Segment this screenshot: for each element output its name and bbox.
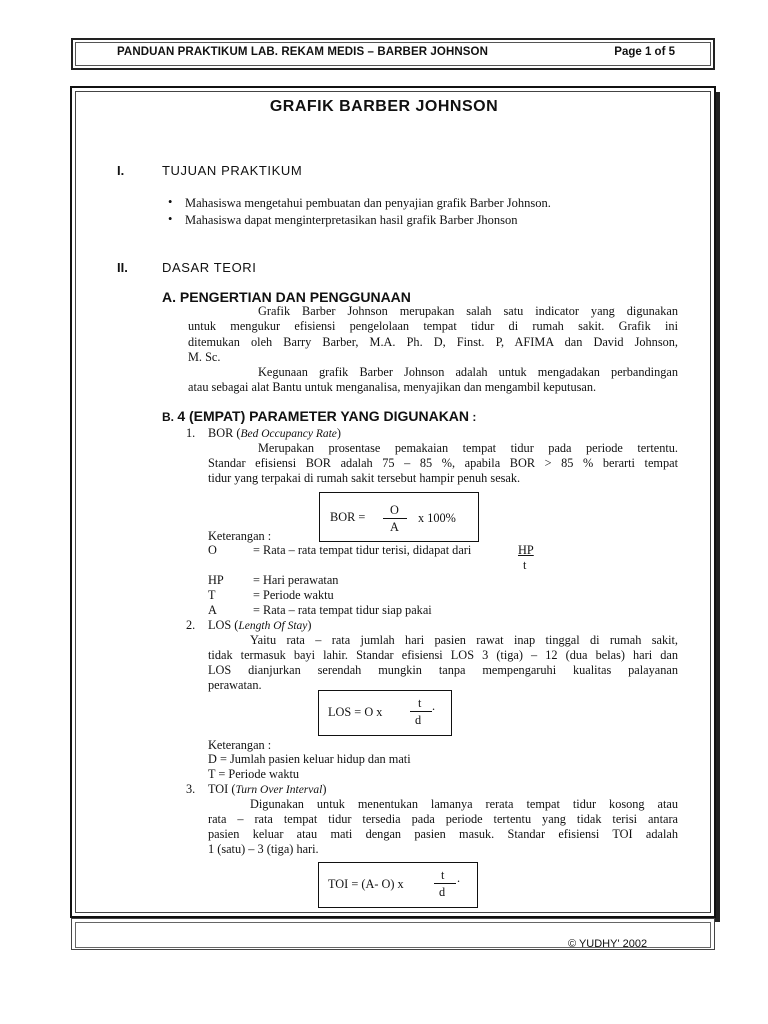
formula-left: BOR = [330, 510, 366, 524]
subsection-b-title: 4 (EMPAT) PARAMETER YANG DIGUNAKAN [177, 408, 470, 424]
toi-name: TOI ( [208, 782, 236, 796]
paragraph-line: Yaitu rata – rata jumlah hari pasien rawat inap tinggal di rumah sakit, [250, 633, 678, 647]
item-number: 2. [186, 618, 196, 632]
legend-fraction-denominator: t [523, 558, 527, 572]
subsection-b-heading [162, 408, 476, 426]
legend-heading: Keterangan : [208, 529, 272, 543]
subsection-a-heading: A. PENGERTIAN DAN PENGGUNAAN [162, 289, 411, 305]
formula-numerator: t [418, 696, 422, 710]
subsection-b-colon: : [469, 410, 477, 424]
paragraph-line: Standar efisiensi BOR adalah 75 – 85 %, apabila BOR > 85 % berarti tempat [208, 456, 678, 470]
section-2-title: DASAR TEORI [162, 260, 257, 275]
header-title: PANDUAN PRAKTIKUM LAB. REKAM MEDIS – BARBER JOHNSON [117, 46, 488, 58]
paragraph-line: untuk mengukur efisiensi pengelolaan tempat tidur di rumah sakit. Grafik ini [188, 319, 678, 333]
legend-key: T [208, 588, 216, 602]
paragraph-line: 1 (satu) – 3 (tiga) hari. [208, 842, 319, 856]
los-heading [208, 618, 312, 633]
formula-left: TOI = (A- O) x [328, 877, 404, 891]
copyright: © YUDHY' 2002 [568, 938, 648, 950]
legend-key: HP [208, 573, 224, 587]
bullet-icon: • [168, 195, 173, 209]
bor-name-close: ) [336, 426, 342, 440]
formula-numerator: O [390, 503, 399, 517]
formula-denominator: d [415, 713, 422, 727]
los-name-italic: Length Of Stay [238, 620, 308, 632]
paragraph-line: pasien keluar atau mati dengan pasien masuk. Standar efisiensi TOI adalah [208, 827, 678, 841]
paragraph-line: Kegunaan grafik Barber Johnson adalah untuk mengadakan perbandingan [258, 365, 678, 379]
paragraph-line: Merupakan prosentase pemakaian tempat tidur pada periode tertentu. [258, 441, 678, 455]
paragraph-line: perawatan. [208, 678, 262, 692]
legend-value: = Rata – rata tempat tidur terisi, didapat dari [253, 543, 472, 557]
section-1-number: I. [117, 163, 125, 178]
formula-denominator: d [439, 885, 446, 899]
legend-line: T = Periode waktu [208, 767, 300, 781]
bor-name-italic: Bed Occupancy Rate [240, 428, 337, 440]
paragraph-line: tidur yang terpakai di rumah sakit tersebut hampir penuh sesak. [208, 471, 521, 485]
item-number: 1. [186, 426, 196, 440]
paragraph-line: atau sebagai alat Bantu untuk menganalisa, menyajikan dan mengambil keputusan. [188, 380, 597, 394]
paragraph-line: Grafik Barber Johnson merupakan salah satu indicator yang digunakan [258, 304, 678, 318]
legend-value: = Periode waktu [253, 588, 334, 602]
fraction-bar [383, 518, 407, 519]
bullet-item: Mahasiswa dapat menginterpretasikan hasil grafik Barber Jhonson [185, 213, 518, 227]
paragraph-line: tidak termasuk bayi lahir. Standar efisiensi LOS 3 (tiga) – 12 (dua belas) hari dan [208, 648, 678, 662]
formula-left: LOS = O x [328, 705, 383, 719]
subsection-b-letter: B. [162, 410, 178, 424]
bor-heading [208, 426, 341, 441]
legend-fraction-numerator: HP [518, 543, 534, 557]
legend-value: = Hari perawatan [253, 573, 339, 587]
fraction-bar [434, 883, 456, 884]
legend-heading: Keterangan : [208, 738, 272, 752]
fraction-bar [410, 711, 432, 712]
page-number: Page 1 of 5 [614, 46, 675, 58]
toi-heading [208, 782, 326, 797]
bor-name: BOR ( [208, 426, 241, 440]
formula-right: . [432, 699, 436, 713]
document-title: GRAFIK BARBER JOHNSON [269, 98, 499, 115]
los-name-close: ) [307, 618, 312, 632]
toi-name-italic: Turn Over Interval [235, 784, 323, 796]
legend-key: A [208, 603, 217, 617]
section-1-title: TUJUAN PRAKTIKUM [162, 163, 303, 178]
legend-line: D = Jumlah pasien keluar hidup dan mati [208, 752, 411, 766]
paragraph-line: M. Sc. [188, 350, 221, 364]
item-number: 3. [186, 782, 196, 796]
los-name: LOS ( [208, 618, 239, 632]
formula-numerator: t [441, 868, 445, 882]
formula-denominator: A [390, 520, 399, 534]
paragraph-line: LOS dianjurkan serendah mungkin tanpa mempengaruhi kualitas palayanan [208, 663, 678, 677]
legend-value: = Rata – rata tempat tidur siap pakai [253, 603, 432, 617]
legend-key: O [208, 543, 217, 557]
section-2-number: II. [117, 260, 128, 275]
toi-name-close: ) [322, 782, 327, 796]
formula-right: x 100% [418, 511, 456, 525]
paragraph-line: ditemukan oleh Barry Barber, M.A. Ph. D, Finst. P, AFIMA dan David Johnson, [188, 335, 678, 349]
paragraph-line: rata – rata tempat tidur tersedia pada periode tertentu yang tidak terisi antara [208, 812, 678, 826]
page-header [71, 38, 715, 70]
formula-right: . [457, 871, 461, 885]
bullet-item: Mahasiswa mengetahui pembuatan dan penyajian grafik Barber Johnson. [185, 196, 551, 210]
paragraph-line: Digunakan untuk menentukan lamanya rerata tempat tidur kosong atau [250, 797, 678, 811]
bullet-icon: • [168, 212, 173, 226]
